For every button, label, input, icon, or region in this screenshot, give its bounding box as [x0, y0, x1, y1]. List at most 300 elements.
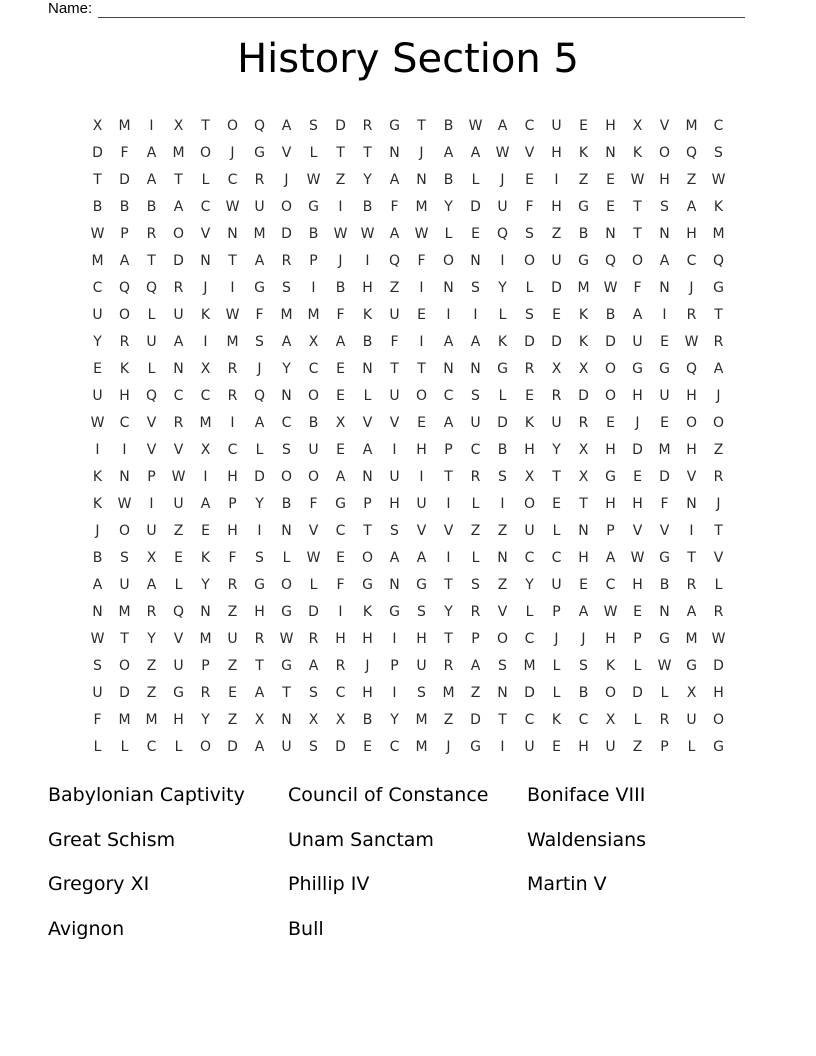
grid-letter: R — [470, 468, 481, 485]
grid-letter: R — [254, 630, 265, 647]
grid-letter: H — [578, 549, 589, 566]
grid-letter: I — [419, 468, 424, 485]
grid-letter: I — [662, 306, 667, 323]
grid-letter: N — [200, 603, 211, 620]
grid-letter: O — [172, 225, 185, 242]
grid-letter: F — [417, 252, 426, 269]
grid-letter: V — [389, 414, 400, 431]
grid-letter: J — [230, 144, 235, 161]
grid-letter: X — [335, 414, 346, 431]
grid-letter: L — [363, 387, 372, 404]
grid-letter: N — [497, 549, 508, 566]
grid-letter: E — [336, 549, 345, 566]
grid-letter: C — [389, 738, 400, 755]
grid-letter: C — [335, 522, 346, 539]
grid-letter: L — [714, 576, 723, 593]
grid-letter: V — [308, 522, 319, 539]
grid-letter: O — [199, 144, 212, 161]
grid-letter: R — [227, 360, 238, 377]
grid-letter: T — [714, 522, 723, 539]
grid-letter: T — [390, 360, 399, 377]
grid-letter: S — [660, 198, 669, 215]
grid-letter: A — [173, 198, 184, 215]
grid-letter: T — [417, 360, 426, 377]
grid-letter: Y — [390, 711, 399, 728]
grid-letter: I — [122, 441, 127, 458]
grid-letter: Q — [172, 603, 185, 620]
grid-letter: C — [200, 387, 211, 404]
grid-letter: R — [281, 252, 292, 269]
grid-row — [84, 193, 732, 220]
grid-letter: C — [146, 738, 157, 755]
grid-letter: L — [525, 603, 534, 620]
grid-letter: E — [228, 684, 237, 701]
grid-letter: E — [336, 387, 345, 404]
grid-letter: Y — [552, 441, 561, 458]
grid-letter: O — [712, 414, 725, 431]
grid-letter: D — [632, 684, 643, 701]
grid-letter: O — [496, 630, 509, 647]
grid-letter: A — [443, 414, 454, 431]
grid-letter: U — [119, 576, 130, 593]
grid-letter: O — [118, 522, 131, 539]
grid-letter: D — [254, 468, 265, 485]
grid-letter: I — [338, 603, 343, 620]
grid-letter: H — [524, 441, 535, 458]
grid-letter: H — [632, 576, 643, 593]
grid-letter: W — [117, 495, 132, 512]
grid-letter: A — [254, 252, 265, 269]
grid-letter: L — [498, 306, 507, 323]
word-list-column — [288, 773, 527, 951]
grid-letter: B — [119, 198, 130, 215]
grid-letter: P — [390, 657, 399, 674]
grid-letter: N — [281, 522, 292, 539]
grid-row — [84, 274, 732, 301]
grid-letter: U — [497, 198, 508, 215]
grid-letter: H — [173, 711, 184, 728]
word-list-item: Waldensians — [527, 828, 647, 851]
grid-letter: N — [362, 360, 373, 377]
grid-letter: I — [149, 495, 154, 512]
grid-letter: H — [551, 198, 562, 215]
grid-letter: G — [281, 657, 292, 674]
grid-letter: R — [173, 414, 184, 431]
grid-letter: M — [685, 630, 698, 647]
grid-letter: I — [500, 495, 505, 512]
grid-letter: H — [335, 630, 346, 647]
grid-letter: D — [713, 657, 724, 674]
grid-letter: A — [335, 468, 346, 485]
grid-letter: H — [362, 279, 373, 296]
grid-letter: J — [716, 387, 721, 404]
grid-letter: U — [551, 414, 562, 431]
grid-letter: G — [308, 198, 319, 215]
grid-letter: N — [659, 603, 670, 620]
grid-letter: T — [363, 144, 372, 161]
grid-letter: W — [603, 603, 618, 620]
grid-letter: G — [605, 468, 616, 485]
grid-letter: X — [524, 468, 535, 485]
page-title: History Section 5 — [237, 36, 579, 82]
grid-letter: J — [446, 738, 451, 755]
grid-letter: F — [120, 144, 129, 161]
grid-letter: C — [524, 711, 535, 728]
grid-letter: C — [173, 387, 184, 404]
grid-letter: U — [524, 522, 535, 539]
grid-letter: S — [471, 576, 480, 593]
grid-letter: R — [308, 630, 319, 647]
grid-letter: E — [606, 171, 615, 188]
grid-letter: A — [119, 252, 130, 269]
grid-letter: Q — [118, 279, 131, 296]
grid-letter: A — [389, 171, 400, 188]
grid-letter: U — [551, 576, 562, 593]
grid-letter: F — [390, 198, 399, 215]
grid-letter: N — [389, 576, 400, 593]
grid-letter: L — [282, 549, 291, 566]
grid-letter: D — [470, 198, 481, 215]
word-list-item: Gregory XI — [48, 873, 150, 896]
grid-letter: I — [338, 198, 343, 215]
grid-letter: U — [416, 657, 427, 674]
grid-letter: A — [713, 360, 724, 377]
grid-letter: B — [308, 414, 319, 431]
grid-letter: L — [201, 171, 210, 188]
grid-letter: N — [443, 360, 454, 377]
grid-letter: E — [525, 387, 534, 404]
grid-letter: E — [417, 414, 426, 431]
grid-letter: O — [631, 252, 644, 269]
word-list-item: Avignon — [48, 917, 125, 940]
grid-letter: N — [578, 522, 589, 539]
grid-letter: T — [714, 306, 723, 323]
grid-letter: G — [362, 576, 373, 593]
grid-letter: C — [227, 171, 238, 188]
grid-letter: Q — [253, 387, 266, 404]
grid-row — [84, 544, 732, 571]
grid-letter: U — [605, 738, 616, 755]
grid-letter: Q — [145, 279, 158, 296]
grid-letter: X — [146, 549, 157, 566]
grid-letter: H — [389, 495, 400, 512]
grid-letter: R — [200, 684, 211, 701]
grid-letter: N — [362, 468, 373, 485]
grid-row — [84, 436, 732, 463]
grid-letter: N — [227, 225, 238, 242]
word-list-item: Great Schism — [48, 828, 176, 851]
grid-letter: W — [306, 171, 321, 188]
grid-letter: B — [146, 198, 157, 215]
grid-row — [84, 247, 732, 274]
grid-letter: H — [362, 630, 373, 647]
grid-letter: H — [605, 441, 616, 458]
grid-letter: E — [660, 333, 669, 350]
grid-letter: D — [227, 738, 238, 755]
grid-letter: A — [254, 414, 265, 431]
grid-letter: J — [554, 630, 559, 647]
grid-letter: G — [254, 576, 265, 593]
grid-letter: W — [90, 414, 105, 431]
grid-letter: I — [392, 630, 397, 647]
grid-letter: B — [362, 711, 373, 728]
grid-letter: U — [308, 441, 319, 458]
grid-letter: L — [633, 657, 642, 674]
grid-letter: Z — [551, 225, 562, 242]
grid-letter: V — [713, 549, 724, 566]
grid-letter: U — [173, 657, 184, 674]
grid-letter: S — [498, 657, 507, 674]
grid-row — [84, 139, 732, 166]
grid-letter: G — [578, 198, 589, 215]
grid-letter: V — [659, 117, 670, 134]
grid-letter: U — [254, 198, 265, 215]
grid-letter: A — [659, 252, 670, 269]
grid-letter: D — [119, 171, 130, 188]
grid-letter: H — [578, 738, 589, 755]
grid-letter: C — [119, 414, 130, 431]
grid-letter: Z — [146, 684, 157, 701]
grid-letter: R — [524, 360, 535, 377]
grid-letter: U — [389, 468, 400, 485]
grid-letter: F — [390, 333, 399, 350]
grid-letter: O — [685, 414, 698, 431]
grid-letter: H — [227, 468, 238, 485]
grid-letter: K — [200, 306, 211, 323]
grid-letter: K — [551, 711, 562, 728]
word-list-column — [48, 773, 288, 951]
grid-letter: N — [173, 360, 184, 377]
word-list-item: Council of Constance — [288, 784, 489, 807]
grid-letter: O — [118, 306, 131, 323]
grid-letter: H — [227, 522, 238, 539]
grid-letter: J — [689, 279, 694, 296]
grid-letter: K — [92, 468, 103, 485]
grid-letter: Q — [685, 144, 698, 161]
grid-letter: K — [524, 414, 535, 431]
grid-letter: O — [280, 576, 293, 593]
grid-letter: M — [685, 117, 698, 134]
grid-letter: S — [417, 603, 426, 620]
grid-letter: H — [686, 387, 697, 404]
grid-letter: M — [442, 684, 455, 701]
grid-letter: M — [199, 630, 212, 647]
grid-letter: H — [551, 144, 562, 161]
grid-letter: K — [92, 495, 103, 512]
grid-letter: A — [281, 333, 292, 350]
grid-letter: H — [362, 684, 373, 701]
grid-letter: R — [443, 657, 454, 674]
grid-letter: A — [470, 657, 481, 674]
grid-letter: T — [417, 117, 426, 134]
grid-letter: V — [497, 603, 508, 620]
grid-letter: D — [578, 387, 589, 404]
grid-letter: S — [309, 738, 318, 755]
grid-letter: W — [306, 549, 321, 566]
grid-row — [84, 733, 732, 760]
grid-letter: A — [686, 603, 697, 620]
grid-letter: T — [93, 171, 102, 188]
grid-letter: F — [525, 198, 534, 215]
grid-letter: A — [308, 657, 319, 674]
grid-letter: A — [146, 144, 157, 161]
grid-letter: I — [230, 414, 235, 431]
grid-row — [84, 166, 732, 193]
grid-letter: E — [579, 117, 588, 134]
grid-letter: C — [200, 198, 211, 215]
grid-letter: J — [581, 630, 586, 647]
grid-letter: G — [254, 144, 265, 161]
grid-letter: P — [363, 495, 372, 512]
grid-letter: N — [659, 279, 670, 296]
grid-letter: U — [173, 306, 184, 323]
grid-letter: U — [389, 387, 400, 404]
grid-letter: U — [470, 414, 481, 431]
grid-letter: U — [146, 333, 157, 350]
grid-letter: M — [415, 738, 428, 755]
grid-letter: F — [660, 495, 669, 512]
grid-letter: O — [604, 684, 617, 701]
grid-letter: E — [579, 576, 588, 593]
grid-letter: X — [200, 360, 211, 377]
grid-letter: U — [281, 738, 292, 755]
grid-letter: P — [228, 495, 237, 512]
grid-letter: H — [416, 441, 427, 458]
grid-letter: L — [444, 225, 453, 242]
grid-letter: A — [146, 171, 157, 188]
grid-letter: A — [146, 576, 157, 593]
grid-letter: Y — [444, 603, 453, 620]
grid-row — [84, 463, 732, 490]
grid-letter: Y — [255, 495, 264, 512]
grid-letter: V — [443, 522, 454, 539]
grid-letter: L — [660, 684, 669, 701]
grid-letter: Y — [444, 198, 453, 215]
grid-letter: M — [91, 252, 104, 269]
grid-letter: R — [146, 225, 157, 242]
grid-letter: O — [361, 549, 374, 566]
grid-letter: X — [578, 468, 589, 485]
grid-letter: I — [473, 306, 478, 323]
grid-letter: J — [419, 144, 424, 161]
grid-letter: A — [281, 117, 292, 134]
grid-letter: U — [92, 387, 103, 404]
grid-letter: R — [227, 387, 238, 404]
grid-letter: C — [308, 360, 319, 377]
grid-letter: Z — [335, 171, 346, 188]
grid-letter: O — [199, 738, 212, 755]
grid-letter: W — [414, 225, 429, 242]
grid-letter: K — [362, 306, 373, 323]
grid-letter: S — [282, 279, 291, 296]
grid-letter: Z — [227, 603, 238, 620]
grid-letter: M — [658, 441, 671, 458]
grid-row — [84, 490, 732, 517]
grid-letter: R — [362, 117, 373, 134]
grid-letter: N — [92, 603, 103, 620]
grid-letter: A — [416, 549, 427, 566]
grid-letter: K — [578, 306, 589, 323]
grid-letter: A — [200, 495, 211, 512]
grid-letter: U — [92, 684, 103, 701]
grid-letter: B — [443, 117, 454, 134]
grid-letter: V — [416, 522, 427, 539]
grid-letter: Z — [686, 171, 697, 188]
grid-letter: E — [93, 360, 102, 377]
grid-letter: X — [578, 441, 589, 458]
grid-letter: L — [120, 738, 129, 755]
grid-letter: X — [335, 711, 346, 728]
grid-letter: L — [498, 387, 507, 404]
grid-letter: C — [335, 684, 346, 701]
grid-letter: J — [365, 657, 370, 674]
grid-letter: W — [333, 225, 348, 242]
grid-letter: R — [713, 468, 724, 485]
grid-letter: Y — [525, 576, 534, 593]
grid-letter: D — [497, 414, 508, 431]
grid-letter: S — [255, 333, 264, 350]
grid-letter: J — [95, 522, 100, 539]
grid-letter: S — [498, 468, 507, 485]
grid-letter: D — [659, 468, 670, 485]
grid-letter: B — [578, 225, 589, 242]
grid-letter: A — [389, 549, 400, 566]
grid-letter: N — [497, 684, 508, 701]
grid-letter: C — [578, 711, 589, 728]
grid-letter: T — [444, 468, 453, 485]
grid-letter: K — [119, 360, 130, 377]
grid-letter: N — [605, 225, 616, 242]
grid-letter: G — [389, 117, 400, 134]
grid-letter: I — [203, 333, 208, 350]
grid-letter: B — [659, 576, 670, 593]
grid-letter: D — [335, 117, 346, 134]
grid-letter: Z — [389, 279, 400, 296]
grid-letter: F — [336, 306, 345, 323]
grid-letter: Y — [147, 630, 156, 647]
grid-letter: I — [419, 279, 424, 296]
grid-letter: O — [604, 387, 617, 404]
grid-letter: P — [120, 225, 129, 242]
grid-letter: A — [92, 576, 103, 593]
grid-letter: Y — [93, 333, 102, 350]
grid-letter: V — [173, 441, 184, 458]
grid-letter: N — [416, 171, 427, 188]
grid-letter: Z — [173, 522, 184, 539]
grid-letter: I — [392, 441, 397, 458]
grid-letter: K — [362, 603, 373, 620]
word-list — [48, 773, 646, 951]
grid-letter: G — [173, 684, 184, 701]
grid-letter: Q — [604, 252, 617, 269]
grid-letter: V — [281, 144, 292, 161]
word-list-item: Babylonian Captivity — [48, 784, 245, 807]
grid-letter: I — [311, 279, 316, 296]
grid-letter: H — [119, 387, 130, 404]
grid-letter: E — [606, 198, 615, 215]
grid-letter: N — [389, 144, 400, 161]
grid-letter: I — [500, 738, 505, 755]
grid-letter: L — [687, 738, 696, 755]
grid-letter: E — [633, 468, 642, 485]
grid-letter: R — [713, 603, 724, 620]
grid-letter: S — [471, 387, 480, 404]
grid-letter: V — [686, 468, 697, 485]
grid-letter: C — [227, 441, 238, 458]
grid-letter: X — [632, 117, 643, 134]
grid-letter: S — [579, 657, 588, 674]
grid-letter: S — [120, 549, 129, 566]
